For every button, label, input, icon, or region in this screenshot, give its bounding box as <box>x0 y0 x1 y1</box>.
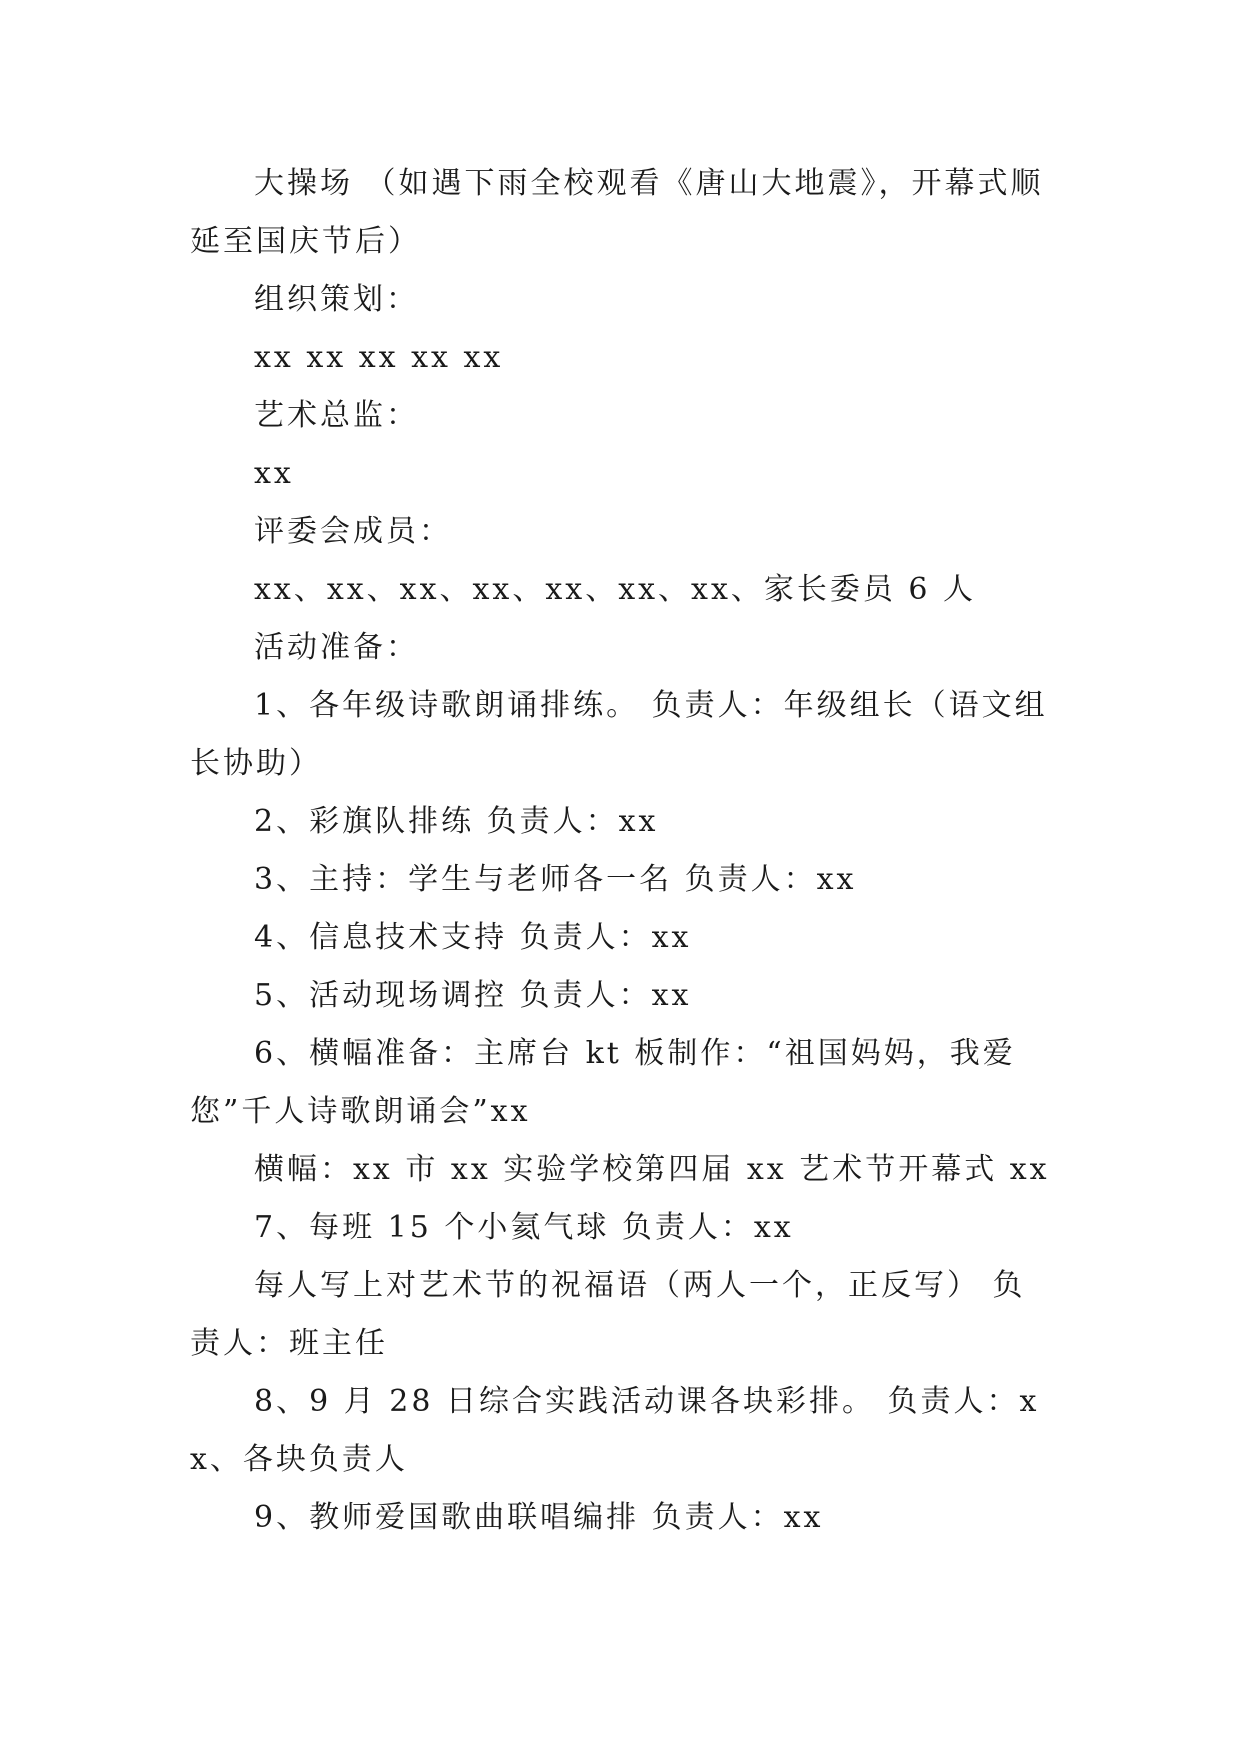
paragraph-item-2: 2、彩旗队排练 负责人：xx <box>254 804 659 839</box>
paragraph-item-4: 4、信息技术支持 负责人：xx <box>254 920 692 955</box>
paragraph-balloon-wishes: 每人写上对艺术节的祝福语（两人一个，正反写） 负责人：班主任 <box>190 1268 1026 1361</box>
paragraph-preparation-heading: 活动准备： <box>254 630 419 665</box>
paragraph-organizer-heading: 组织策划： <box>254 282 419 317</box>
paragraph-item-3: 3、主持：学生与老师各一名 负责人：xx <box>254 862 857 897</box>
paragraph-art-director-name: xx <box>254 456 294 491</box>
paragraph-art-director-heading: 艺术总监： <box>254 398 419 433</box>
paragraph-judges-names: xx、xx、xx、xx、xx、xx、xx、家长委员 6 人 <box>254 572 977 607</box>
paragraph-item-5: 5、活动现场调控 负责人：xx <box>254 978 692 1013</box>
paragraph-venue: 大操场 （如遇下雨全校观看《唐山大地震》，开幕式顺延至国庆节后） <box>190 166 1044 259</box>
document-body <box>190 155 1050 1547</box>
paragraph-organizer-names: xx xx xx xx xx <box>254 340 504 375</box>
paragraph-item-8: 8、9 月 28 日综合实践活动课各块彩排。 负责人：xx、各块负责人 <box>190 1384 1040 1477</box>
paragraph-banner: 横幅：xx 市 xx 实验学校第四届 xx 艺术节开幕式 xx <box>254 1152 1050 1187</box>
paragraph-item-7: 7、每班 15 个小氦气球 负责人：xx <box>254 1210 794 1245</box>
paragraph-item-9: 9、教师爱国歌曲联唱编排 负责人：xx <box>254 1500 824 1535</box>
paragraph-judges-heading: 评委会成员： <box>254 514 452 549</box>
paragraph-item-6: 6、横幅准备：主席台 kt 板制作：“祖国妈妈，我爱您”千人诗歌朗诵会”xx <box>190 1036 1016 1129</box>
paragraph-item-1: 1、各年级诗歌朗诵排练。 负责人：年级组长（语文组长协助） <box>190 688 1048 781</box>
